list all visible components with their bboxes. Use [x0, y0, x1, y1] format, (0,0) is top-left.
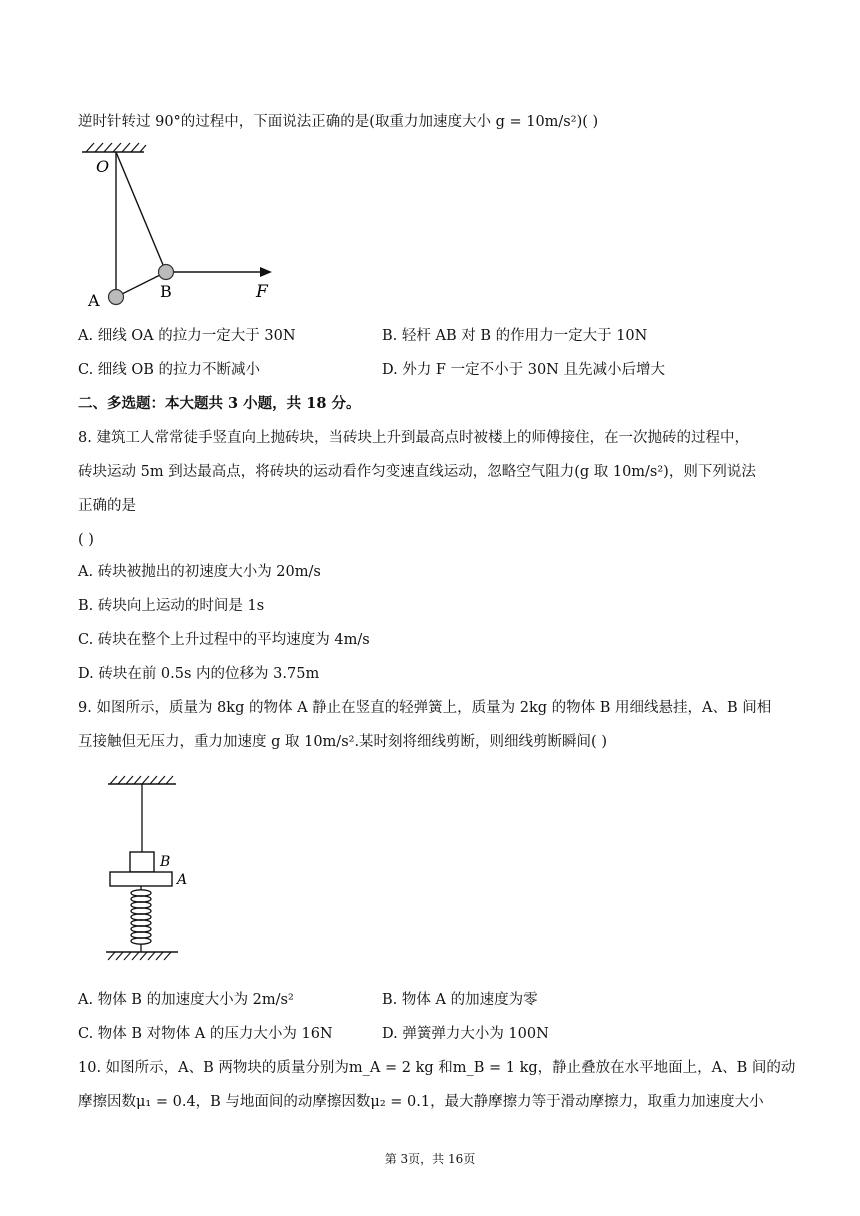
ceiling-hatch: [110, 776, 173, 784]
label-b: B: [160, 854, 171, 870]
label-a: A: [177, 872, 188, 888]
section-heading: 二、多选题：本大题共 3 小题，共 18 分。: [78, 395, 361, 412]
q9-line-2: 互接触但无压力，重力加速度 g 取 10m/s².某时刻将细线剪断，则细线剪断瞬间( ): [78, 734, 607, 750]
label-b: B: [160, 282, 172, 301]
q9-option-a: A. 物体 B 的加速度大小为 2m/s²: [78, 992, 294, 1008]
q8-option-a: A. 砖块被抛出的初速度大小为 20m/s: [78, 564, 321, 580]
q10-line-1: 10. 如图所示，A、B 两物块的质量分别为m_A = 2 kg 和m_B = 1 kg，静止叠放在水平地面上，A、B 间的动: [78, 1060, 796, 1076]
force-f-arrowhead: [260, 267, 272, 277]
q7-stem-line: 逆时针转过 90°的过程中，下面说法正确的是(取重力加速度大小 g = 10m/s²)( ): [78, 114, 599, 130]
floor-hatch: [108, 952, 171, 960]
q9-option-b: B. 物体 A 的加速度为零: [382, 992, 538, 1008]
ball-a: [109, 290, 124, 305]
q8-option-d: D. 砖块在前 0.5s 内的位移为 3.75m: [78, 666, 320, 682]
string-ob: [116, 152, 166, 272]
label-o: O: [96, 157, 110, 176]
q9-figure: [100, 772, 200, 972]
q8-option-c: C. 砖块在整个上升过程中的平均速度为 4m/s: [78, 632, 370, 648]
rod-ab: [116, 272, 166, 297]
q8-answer-bracket: ( ): [78, 532, 94, 548]
page-footer: 第 3页，共 16页: [384, 1152, 476, 1166]
q9-option-c: C. 物体 B 对物体 A 的压力大小为 16N: [78, 1026, 333, 1042]
q8-option-b: B. 砖块向上运动的时间是 1s: [78, 598, 265, 614]
label-f: F: [256, 282, 268, 302]
block-a: [110, 872, 172, 886]
q7-option-a: A. 细线 OA 的拉力一定大于 30N: [78, 328, 296, 344]
label-a: A: [88, 291, 100, 310]
q8-line-3: 正确的是: [78, 498, 136, 514]
ceiling-hatch: [86, 143, 146, 152]
ball-b: [159, 265, 174, 280]
q7-option-c: C. 细线 OB 的拉力不断减小: [78, 362, 261, 378]
q9-option-d: D. 弹簧弹力大小为 100N: [382, 1026, 549, 1042]
spring: [131, 886, 151, 952]
q7-option-d: D. 外力 F 一定不小于 30N 且先减小后增大: [382, 362, 665, 378]
q8-line-2: 砖块运动 5m 到达最高点，将砖块的运动看作匀变速直线运动，忽略空气阻力(g 取 10m/s²)，则下列说法: [78, 464, 756, 480]
block-b: [130, 852, 154, 872]
q7-figure: [76, 140, 286, 312]
q10-line-2: 摩擦因数μ₁ = 0.4，B 与地面间的动摩擦因数μ₂ = 0.1，最大静摩擦力等于滑动摩擦力，取重力加速度大小: [78, 1094, 764, 1110]
q9-line-1: 9. 如图所示，质量为 8kg 的物体 A 静止在竖直的轻弹簧上，质量为 2kg 的物体 B 用细线悬挂，A、B 间相: [78, 700, 772, 716]
q8-line-1: 8. 建筑工人常常徒手竖直向上抛砖块，当砖块上升到最高点时被楼上的师傅接住，在一次抛砖的过程中，: [78, 430, 749, 446]
q7-option-b: B. 轻杆 AB 对 B 的作用力一定大于 10N: [382, 328, 648, 344]
